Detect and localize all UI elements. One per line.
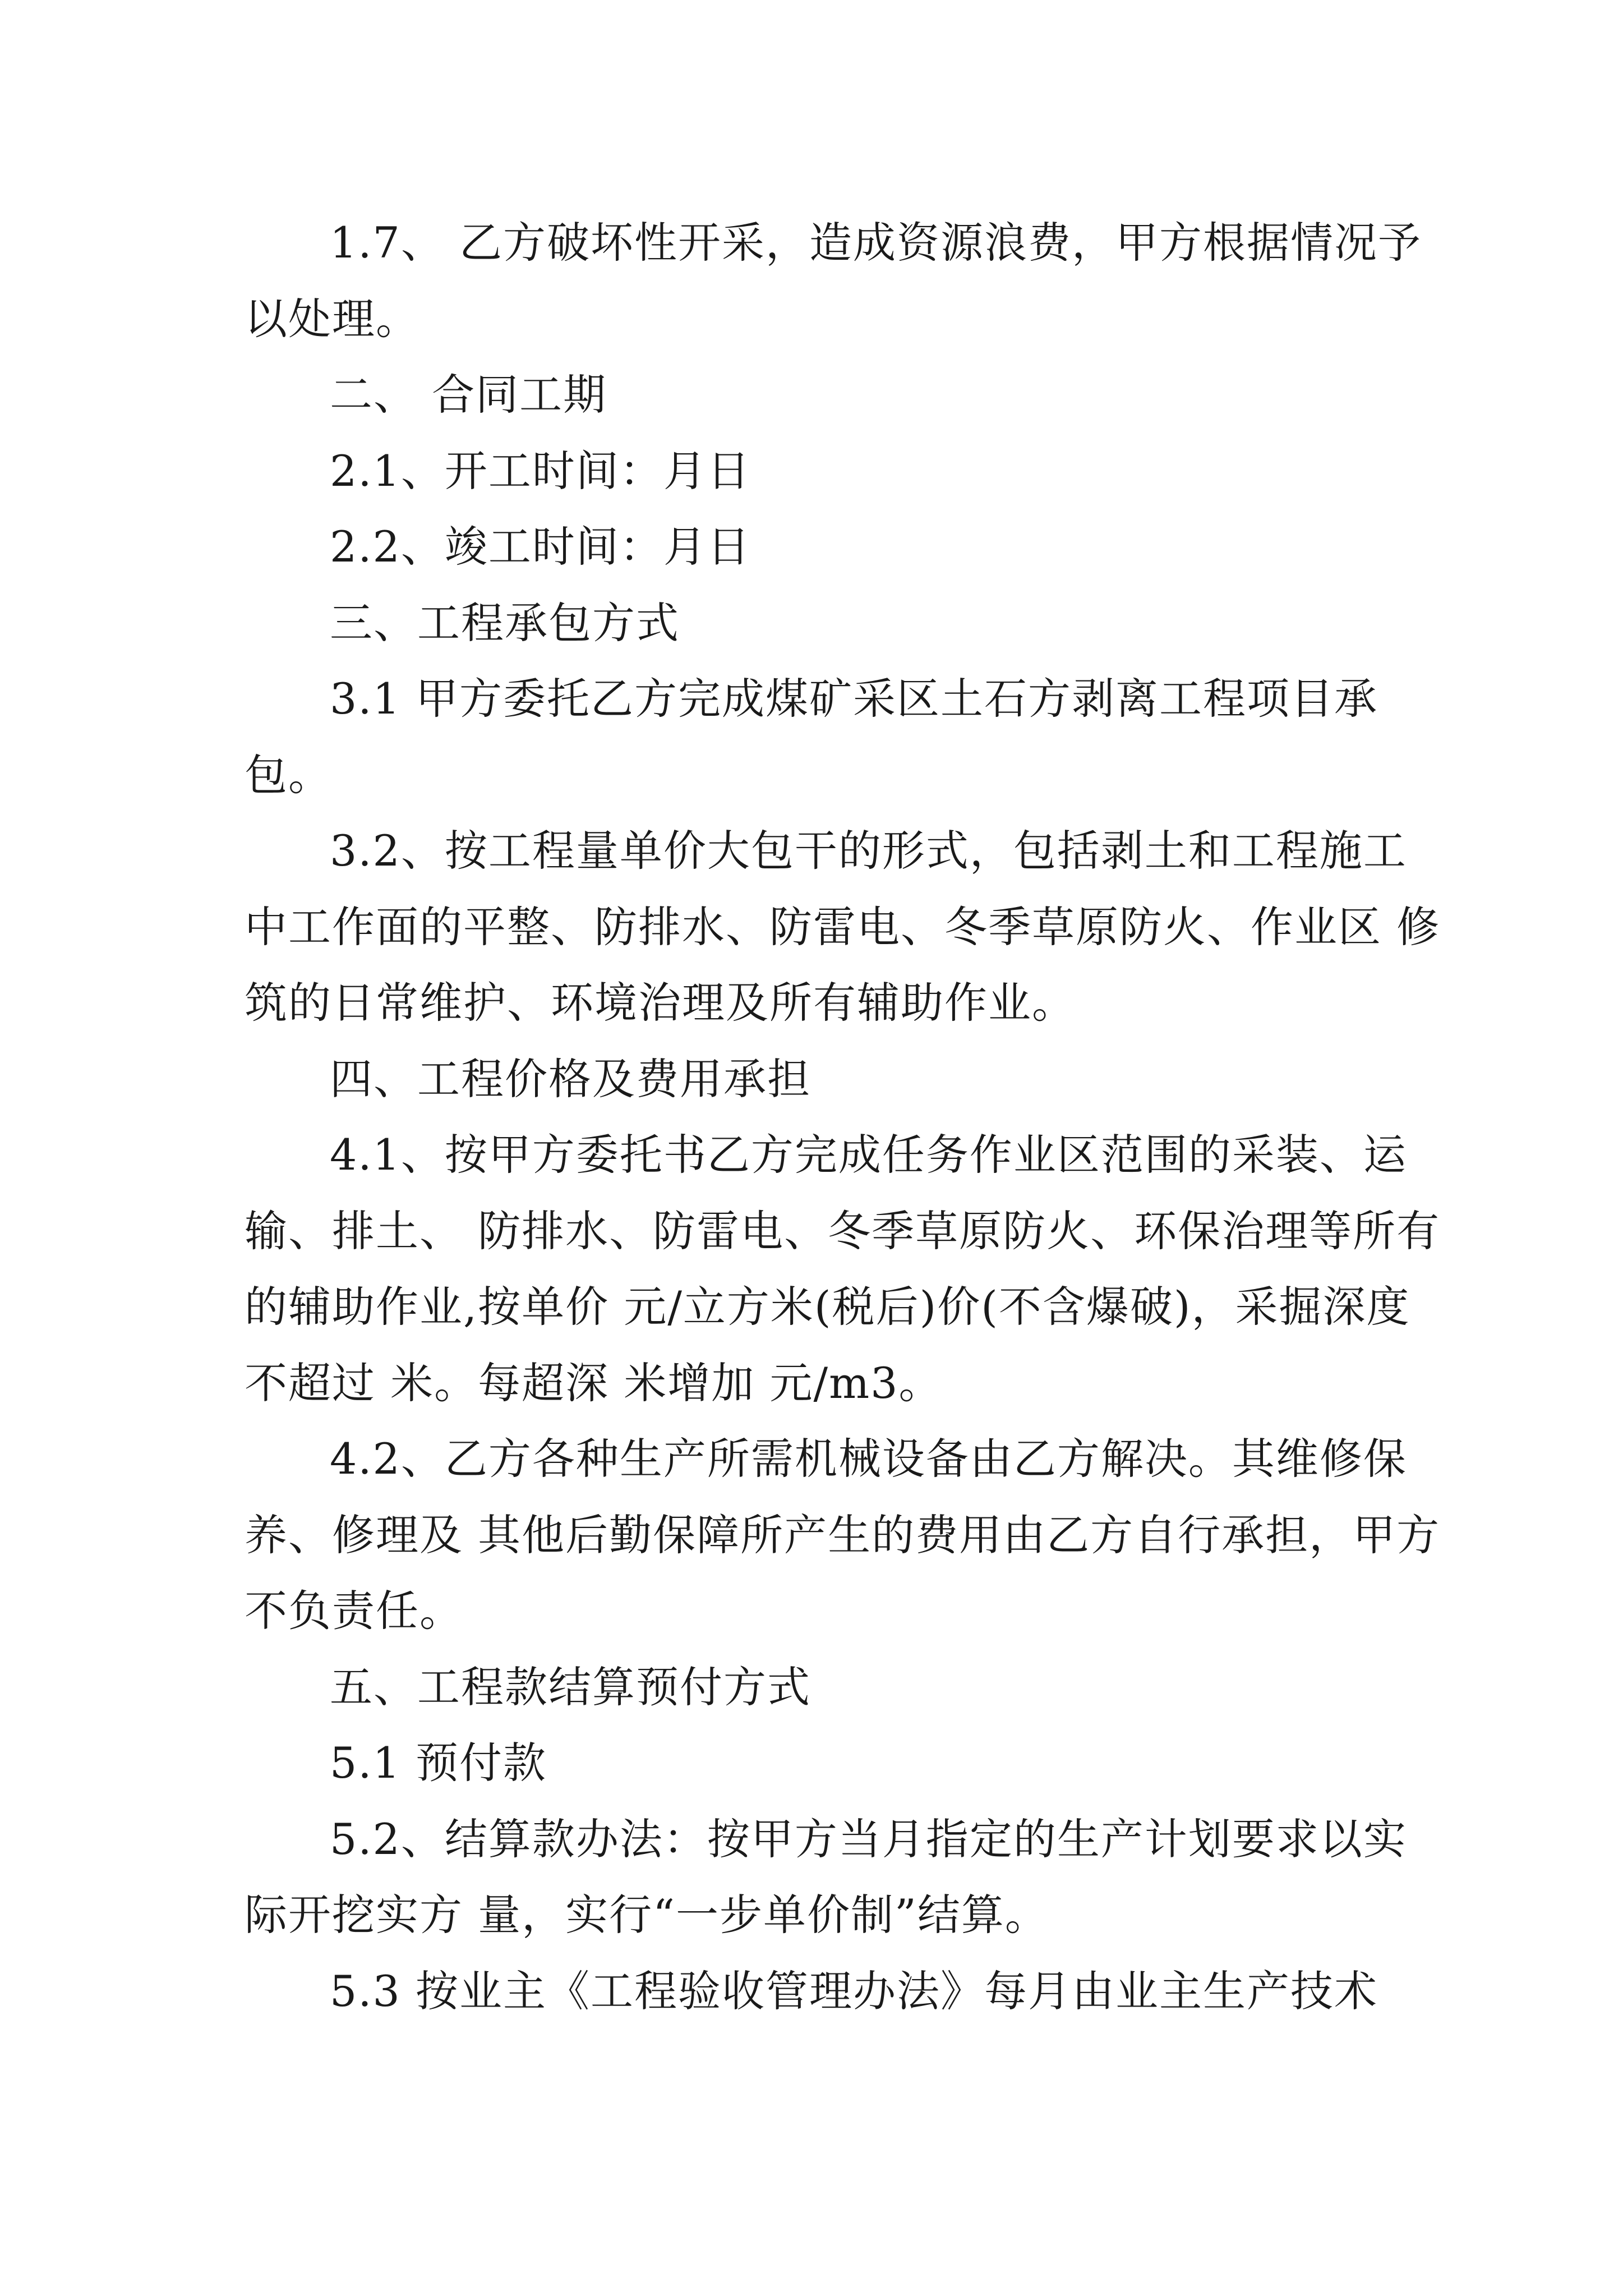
section-heading-4: 四、工程价格及费用承担	[330, 1053, 811, 1104]
paragraph-1-7: 1.7、 乙方破坏性开采，造成资源浪费，甲方根据情况予以处理。	[245, 218, 1422, 344]
document-body	[245, 205, 1450, 2029]
paragraph-3-2: 3.2、按工程量单价大包干的形式，包括剥土和工程施工中工作面的平整、防排水、防雷电、冬季草原防火、作业区 修筑的日常维护、环境治理及所有辅助作业。	[245, 826, 1441, 1028]
section-heading-5: 五、工程款结算预付方式	[330, 1662, 811, 1712]
paragraph-5-1: 5.1 预付款	[330, 1738, 547, 1788]
section-heading-2: 二、 合同工期	[330, 370, 607, 420]
paragraph-5-3: 5.3 按业主《工程验收管理办法》每月由业主生产技术	[330, 1966, 1378, 2016]
paragraph-2-1: 2.1、开工时间：月日	[330, 445, 751, 496]
paragraph-2-2: 2.2、竣工时间：月日	[330, 522, 751, 572]
section-heading-3: 三、工程承包方式	[330, 597, 680, 648]
paragraph-4-1: 4.1、按甲方委托书乙方完成任务作业区范围的采装、运输、排土、 防排水、防雷电、冬季草原防火、环保治理等所有的辅助作业,按单价 元/立方米(税后)价(不含爆破)，采掘深度不超过 米。每超深 米增加 元/m3。	[245, 1130, 1441, 1408]
paragraph-5-2: 5.2、结算款办法：按甲方当月指定的生产计划要求以实际开挖实方 量，实行“一步单价制”结算。	[245, 1814, 1407, 1940]
paragraph-3-1: 3.1 甲方委托乙方完成煤矿采区土石方剥离工程项目承包。	[245, 674, 1378, 800]
paragraph-4-2: 4.2、乙方各种生产所需机械设备由乙方解决。其维修保养、修理及 其他后勤保障所产生的费用由乙方自行承担，甲方不负责任。	[245, 1434, 1441, 1636]
